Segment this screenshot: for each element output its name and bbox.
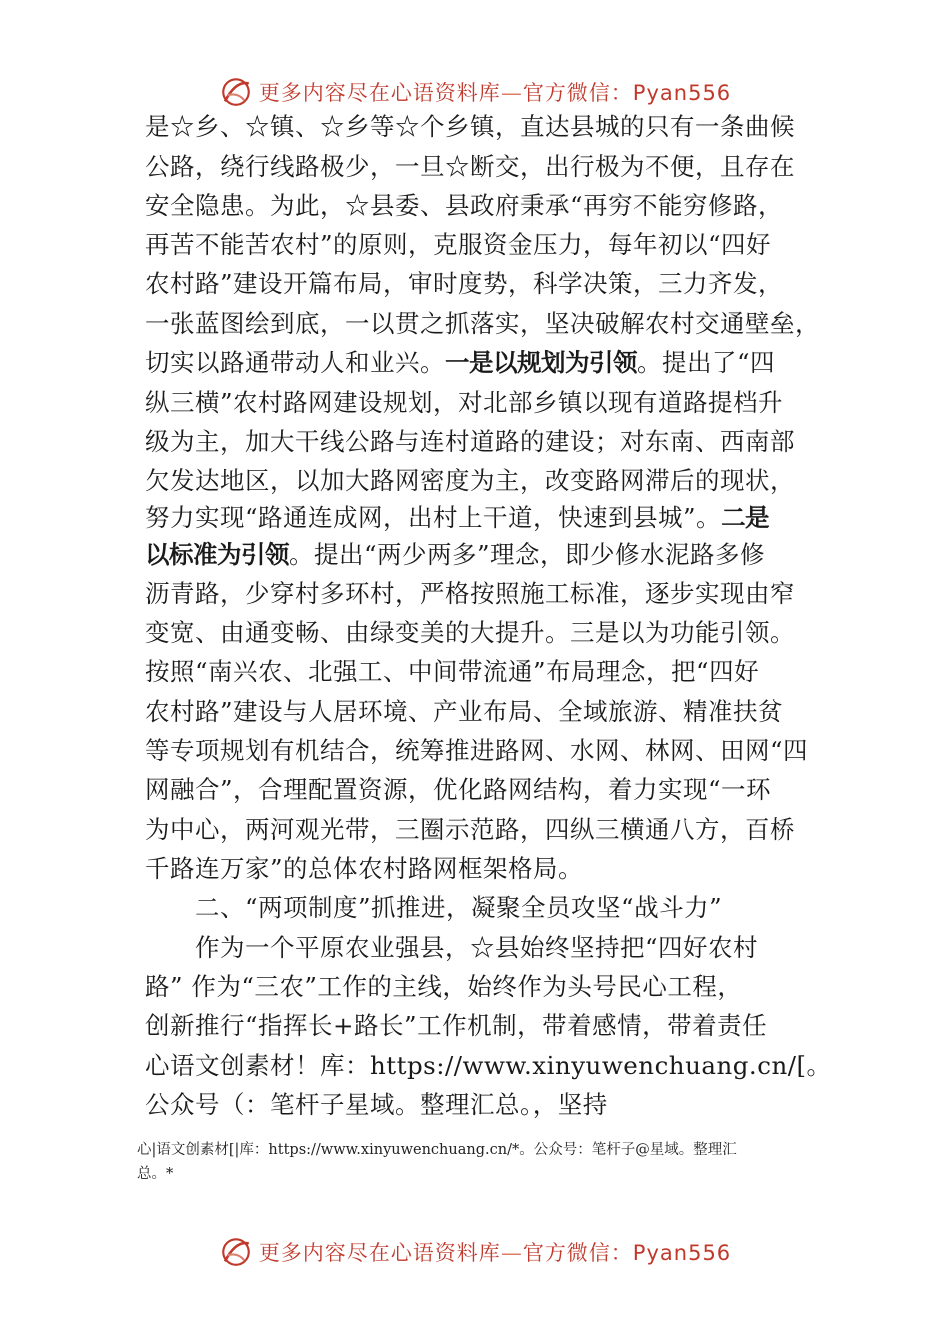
bold-heading-span: 一是以规划为引领 [445, 348, 637, 377]
footnote-line: 总。* [137, 1166, 174, 1182]
text-line: 心语文创素材！库：https://www.xinyuwenchuang.cn/[。 [145, 1051, 832, 1080]
text-line: 纵三横”农村路网建设规划，对北部乡镇以现有道路提档升 [145, 388, 784, 417]
text-line: 安全隐患。为此，☆县委、县政府秉承“再穷不能穷修路， [145, 191, 784, 220]
text-span: 。提出“两少两多”理念，即少修水泥路多修 [289, 540, 766, 569]
bold-heading-span: 以标准为引领 [145, 540, 289, 569]
brand-logo-icon [219, 1235, 253, 1269]
footnote [137, 1138, 837, 1186]
text-line: 作为一个平原农业强县，☆县始终坚持把“四好农村 [195, 933, 759, 962]
footer-banner [0, 1230, 950, 1274]
footnote-line: 心|语文创素材[|库：https://www.xinyuwenchuang.cn/*。公众号：笔杆子@星域。整理汇 [137, 1142, 737, 1158]
text-line: 欠发达地区，以加大路网密度为主，改变路网滞后的现状， [145, 466, 795, 495]
text-line: 一张蓝图绘到底，一以贯之抓落实，坚决破解农村交通壁垒， [145, 309, 820, 338]
text-span: 切实以路通带动人和业兴。 [145, 348, 445, 377]
text-line: 为中心，两河观光带，三圈示范路，四纵三横通八方，百桥 [145, 815, 795, 844]
header-banner [0, 70, 950, 114]
text-line: 公众号（：笔杆子星域。整理汇总。，坚持 [145, 1090, 608, 1119]
text-line: 按照“南兴农、北强工、中间带流通”布局理念，把“四好 [145, 657, 760, 686]
text-line: 路” 作为“三农”工作的主线，始终作为头号民心工程， [145, 972, 743, 1001]
text-line [145, 500, 769, 536]
text-line: 农村路”建设开篇布局，审时度势，科学决策，三力齐发， [145, 269, 784, 298]
text-line: 是☆乡、☆镇、☆乡等☆个乡镇，直达县城的只有一条曲候 [145, 112, 795, 141]
text-line: 网融合”，合理配置资源，优化路网结构，着力实现“一环 [145, 775, 772, 804]
text-line: 变宽、由通变畅、由绿变美的大提升。三是以为功能引领。 [145, 618, 795, 647]
bold-heading-span: 二是 [721, 503, 770, 532]
banner-text: 更多内容尽在心语资料库—官方微信：Pyan556 [258, 1241, 732, 1265]
brand-logo-icon [219, 75, 253, 109]
text-line: 再苦不能苦农村”的原则，克服资金压力，每年初以“四好 [145, 230, 772, 259]
text-line [145, 537, 765, 573]
banner-text: 更多内容尽在心语资料库—官方微信：Pyan556 [258, 81, 732, 105]
text-line: 等专项规划有机结合，统筹推进路网、水网、林网、田网“四 [145, 736, 809, 765]
text-span: 。提出了“四 [637, 348, 776, 377]
text-line: 农村路”建设与人居环境、产业布局、全域旅游、精准扶贫 [145, 697, 784, 726]
text-line: 级为主，加大干线公路与连村道路的建设；对东南、西南部 [145, 427, 795, 456]
text-line: 千路连万家”的总体农村路网框架格局。 [145, 854, 584, 883]
text-line: 公路，绕行线路极少，一旦☆断交，出行极为不便，且存在 [145, 152, 795, 181]
text-line: 沥青路，少穿村多环村，严格按照施工标准，逐步实现由窄 [145, 579, 795, 608]
text-span: 努力实现“路通连成网，出村上干道，快速到县城”。 [145, 503, 722, 532]
text-line [145, 345, 775, 381]
text-line: 二、“两项制度”抓推进，凝聚全员攻坚“战斗力” [195, 893, 723, 922]
text-line: 创新推行“指挥长+路长”工作机制，带着感情，带着责任 [145, 1011, 768, 1040]
